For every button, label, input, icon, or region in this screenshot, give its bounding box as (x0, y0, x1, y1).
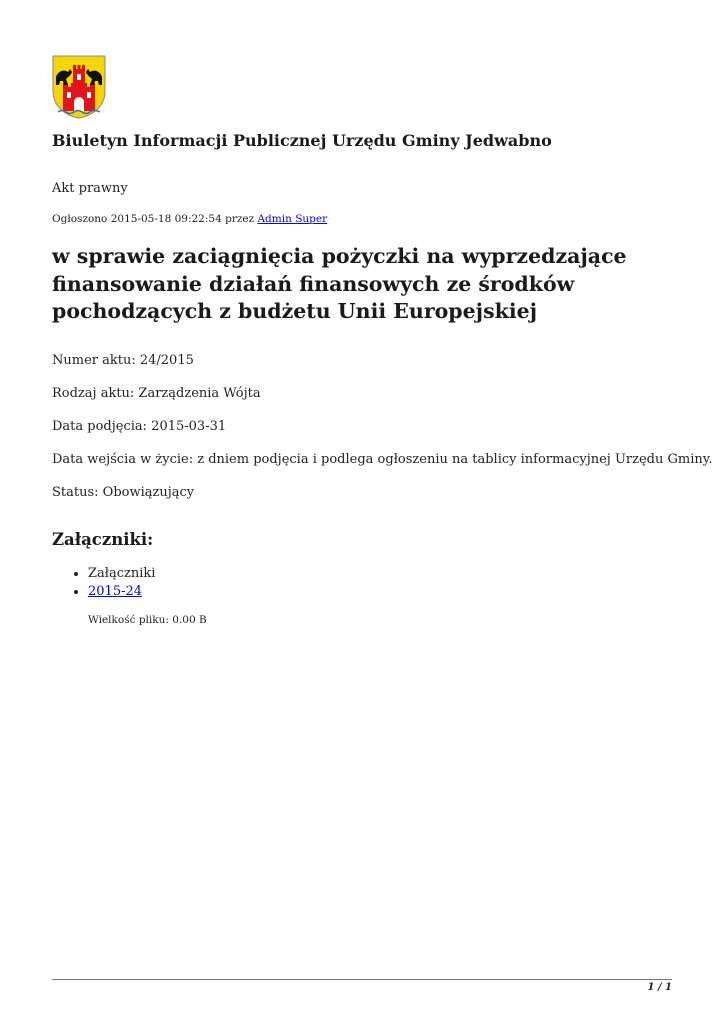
file-size: Wielkość pliku: 0.00 B (88, 614, 207, 626)
act-type: Rodzaj aktu: Zarządzenia Wójta (52, 386, 261, 401)
attachments-group-label: Załączniki (88, 566, 156, 581)
adoption-date: Data podjęcia: 2015-03-31 (52, 419, 227, 434)
effective-date: Data wejścia w życie: z dniem podjęcia i podlega ogłoszeniu na tablicy informacyjnej Urzędu Gminy. (52, 452, 713, 467)
category-label: Akt prawny (52, 181, 128, 196)
publication-date: Ogłoszono 2015-05-18 09:22:54 przez (52, 213, 255, 225)
act-number: Numer aktu: 24/2015 (52, 353, 194, 368)
attachments-heading: Załączniki: (52, 530, 154, 549)
site-title: Biuletyn Informacji Publicznej Urzędu Gminy Jedwabno (52, 131, 552, 150)
attachment-link[interactable]: 2015-24 (88, 584, 143, 599)
list-item (88, 583, 155, 601)
document-title: w sprawie zaciągnięcia pożyczki na wyprzedzające finansowanie działań finansowych ze środków pochodzących z budżetu Unii Europejskiej (52, 244, 627, 323)
author-link[interactable]: Admin Super (257, 213, 328, 225)
footer-divider (52, 979, 672, 980)
page (52, 0, 713, 1024)
coat-of-arms-icon (52, 55, 106, 119)
page-number: 1 / 1 (647, 982, 672, 993)
list-item (88, 565, 155, 583)
attachments-list (52, 565, 155, 601)
act-status: Status: Obowiązujący (52, 485, 195, 500)
publication-meta (52, 213, 327, 225)
